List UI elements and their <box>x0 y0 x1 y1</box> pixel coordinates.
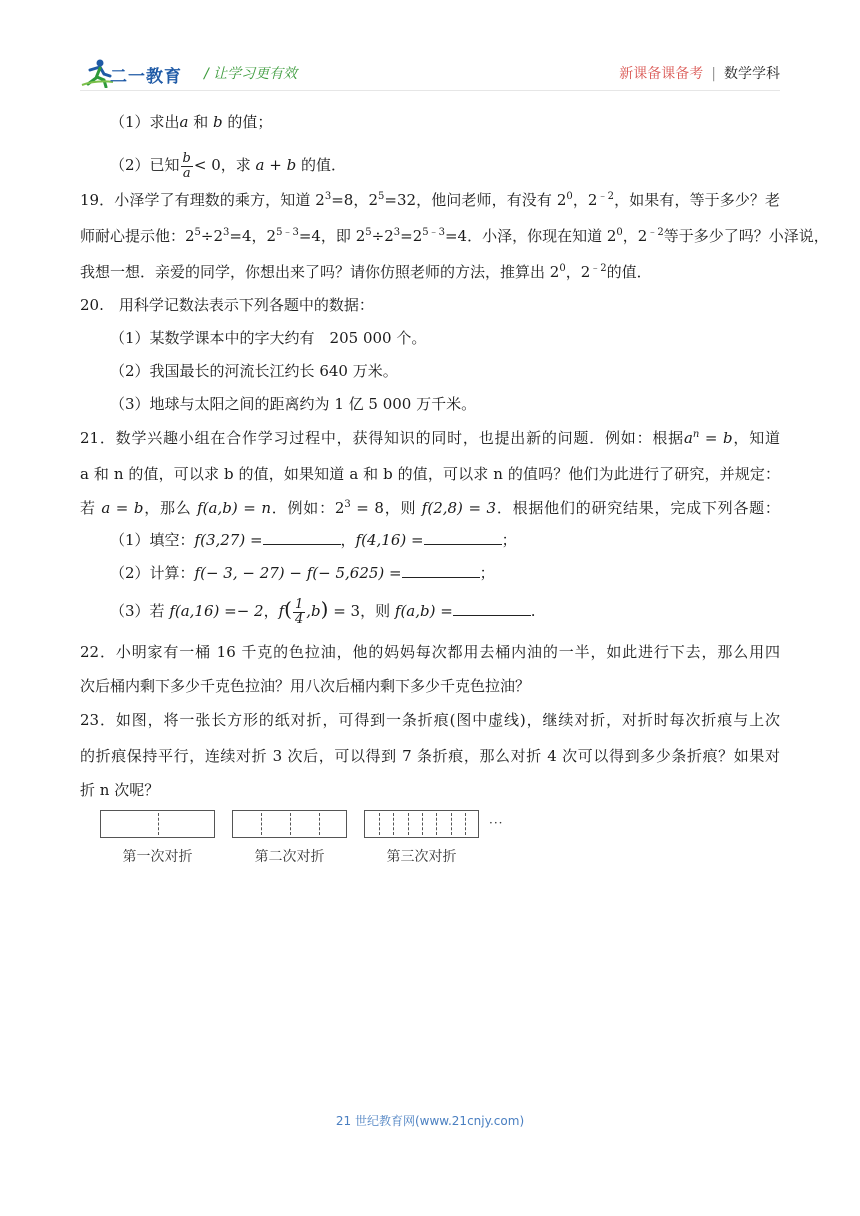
q18-part1 <box>110 112 272 132</box>
sup: n <box>692 429 700 440</box>
q21-part2 <box>110 563 495 583</box>
ellipsis: ··· <box>489 816 504 830</box>
q18-p1-b: b <box>213 113 223 131</box>
text: ÷2 <box>200 227 224 245</box>
sup: 5﹣3 <box>422 227 445 238</box>
page-footer: 21 世纪教育网(www.21cnjy.com) <box>335 1114 525 1128</box>
text: ，那么 <box>143 499 198 517</box>
q18-p2-post: 的值． <box>296 156 346 174</box>
fraction-numerator: b <box>182 150 191 166</box>
q20-part2: （2）我国最长的河流长江约长 640 万米。 <box>110 362 398 380</box>
folding-figure <box>100 810 520 870</box>
fold-crease <box>158 813 159 835</box>
fold-crease <box>408 813 409 835</box>
answer-blank[interactable] <box>424 530 502 545</box>
logo-text: 二一教育 <box>110 67 182 87</box>
q18-p2-expr: a + b <box>255 156 297 174</box>
sup: 5﹣3 <box>276 227 299 238</box>
fold-rect-3 <box>364 810 479 838</box>
q22-line1: 22．小明家有一桶 16 千克的色拉油，他的妈妈每次都用去桶内油的一半，如此进行下去，那么用四 <box>80 643 780 661</box>
text: 若 <box>80 499 102 517</box>
math: f(a,b) = n <box>197 499 271 517</box>
text: 我想一想．亲爱的同学，你想出来了吗？请你仿照老师的方法，推算出 2 <box>80 263 560 281</box>
page-header <box>80 58 780 92</box>
fold-crease <box>422 813 423 835</box>
text: ， <box>340 531 356 549</box>
math: f <box>278 602 285 620</box>
math: f(a,16) =− 2 <box>169 602 264 620</box>
text: ．例如： <box>271 499 335 517</box>
fold-crease <box>393 813 394 835</box>
text: =2 <box>400 227 423 245</box>
math: = 8 <box>350 499 384 517</box>
slogan: / 让学习更有效 <box>204 66 298 82</box>
answer-blank[interactable] <box>453 601 531 616</box>
text: ，2 <box>565 263 591 281</box>
q23-line2: 的折痕保持平行，连续对折 3 次后，可以得到 7 条折痕，那么对折 4 次可以得到多少条折痕？如果对 <box>80 747 780 765</box>
fold-rect-2 <box>232 810 347 838</box>
text: . <box>530 602 536 620</box>
logo <box>80 58 192 88</box>
text: ，知道 <box>732 429 780 447</box>
q21-line1 <box>80 428 780 448</box>
caption-second-fold: 第二次对折 <box>254 849 325 865</box>
text: ，2 <box>572 191 598 209</box>
fraction-b-over-a <box>181 152 193 181</box>
sup: 3 <box>324 191 332 202</box>
text: （1）填空： <box>110 531 195 549</box>
q19-line3 <box>80 262 652 282</box>
sup: 3 <box>344 499 351 510</box>
q20-stem: 20. 用科学记数法表示下列各题中的数据： <box>80 296 374 314</box>
text: ，如果有，等于多少？老 <box>614 191 781 209</box>
text: 21．数学兴趣小组在合作学习过程中，获得知识的同时，也提出新的问题．例如：根据 <box>80 429 684 447</box>
header-subject: 数学学科 <box>724 66 780 82</box>
text: =32，他问老师，有没有 2 <box>384 191 567 209</box>
q18-p1-and: 和 <box>188 113 214 131</box>
fold-crease <box>436 813 437 835</box>
header-course: 新课备课备考 <box>619 66 704 82</box>
caption-third-fold: 第三次对折 <box>386 849 457 865</box>
text: ，则 <box>383 499 422 517</box>
q21-part3 <box>110 594 536 627</box>
answer-blank[interactable] <box>402 563 480 578</box>
sup: 0 <box>566 191 573 202</box>
math: = b <box>699 429 733 447</box>
text: ； <box>479 564 495 582</box>
fraction-one-quarter <box>293 598 305 627</box>
header-divider <box>80 90 780 91</box>
runner-logo-icon <box>80 58 114 88</box>
math: ,b <box>306 602 321 620</box>
text: =4．小泽，你现在知道 2 <box>444 227 617 245</box>
fold-crease <box>379 813 380 835</box>
q18-p2-ineq: < 0 <box>193 156 221 174</box>
sup: ﹣2 <box>597 191 615 202</box>
q18-p2-pre: （2）已知 <box>110 156 180 174</box>
answer-blank[interactable] <box>263 530 341 545</box>
q19-line2 <box>80 226 829 246</box>
text: 等于多少了吗？小泽说， <box>663 227 829 245</box>
sup: 3 <box>223 227 230 238</box>
q20-part3: （3）地球与太阳之间的距离约为 1 亿 5 000 万千米。 <box>110 395 477 413</box>
q18-p1-post: 的值； <box>222 113 273 131</box>
text: 19．小泽学了有理数的乘方，知道 2 <box>80 191 325 209</box>
text: ．根据他们的研究结果，完成下列各题： <box>496 499 780 517</box>
fraction-denominator: a <box>182 165 191 181</box>
text: ，则 <box>360 602 395 620</box>
text: =4，2 <box>229 227 277 245</box>
text: 的值． <box>606 263 652 281</box>
fold-crease <box>261 813 262 835</box>
sup: ﹣2 <box>590 263 607 274</box>
q23-line3: 折 n 次呢？ <box>80 781 160 799</box>
q18-p1-a: a <box>179 113 189 131</box>
fold-crease <box>465 813 466 835</box>
q22-line2: 次后桶内剩下多少千克色拉油？用八次后桶内剩下多少千克色拉油？ <box>80 677 531 695</box>
text: =4，即 2 <box>298 227 366 245</box>
math: 2 <box>334 499 345 517</box>
q19-line1 <box>80 190 780 210</box>
math: f(4,16) = <box>355 531 424 549</box>
text: ， <box>263 602 279 620</box>
sup: 0 <box>559 263 566 274</box>
q18-part2 <box>110 150 346 181</box>
caption-first-fold: 第一次对折 <box>122 849 193 865</box>
q20-part1: （1）某数学课本中的字大约有 205 000 个。 <box>110 329 427 347</box>
text: =8，2 <box>331 191 379 209</box>
math: f(3,27) = <box>194 531 263 549</box>
q18-p1-pre: （1）求出 <box>110 113 180 131</box>
q21-part1 <box>110 530 517 550</box>
text: 师耐心提示他：2 <box>80 227 195 245</box>
fold-rect-1 <box>100 810 215 838</box>
q21-line2: a 和 n 的值，可以求 b 的值，如果知道 a 和 b 的值，可以求 n 的值吗？他们为此进行了研究，并规定： <box>80 465 780 483</box>
math: f(2,8) = 3 <box>421 499 497 517</box>
fraction-numerator: 1 <box>294 596 304 612</box>
paren-open: ( <box>284 597 292 621</box>
sup: 5 <box>194 227 201 238</box>
q21-line3 <box>80 498 780 518</box>
text: ； <box>501 531 517 549</box>
paren-close: ) <box>320 597 329 621</box>
text: （2）计算： <box>110 564 195 582</box>
text: （3）若 <box>110 602 170 620</box>
header-separator: | <box>711 66 716 82</box>
math: a = b <box>101 499 144 517</box>
sup: ﹣2 <box>647 227 664 238</box>
math: f(− 3, − 27) − f(− 5,625) = <box>194 564 402 582</box>
text: ，2 <box>622 227 648 245</box>
text: ÷2 <box>371 227 394 245</box>
sup: 5 <box>378 191 385 202</box>
q23-line1: 23．如图，将一张长方形的纸对折，可得到一条折痕(图中虚线)，继续对折，对折时每次折痕与上次 <box>80 711 780 729</box>
math: f(a,b) = <box>394 602 453 620</box>
q18-p2-mid: ，求 <box>220 156 256 174</box>
fold-crease <box>290 813 291 835</box>
fold-crease <box>319 813 320 835</box>
sup: 5 <box>365 227 372 238</box>
sup: 3 <box>393 227 401 238</box>
sup: 0 <box>616 227 623 238</box>
fold-crease <box>451 813 452 835</box>
header-right <box>619 63 780 83</box>
math: a <box>683 429 693 447</box>
fraction-denominator: 4 <box>294 611 304 627</box>
math: = 3 <box>328 602 361 620</box>
